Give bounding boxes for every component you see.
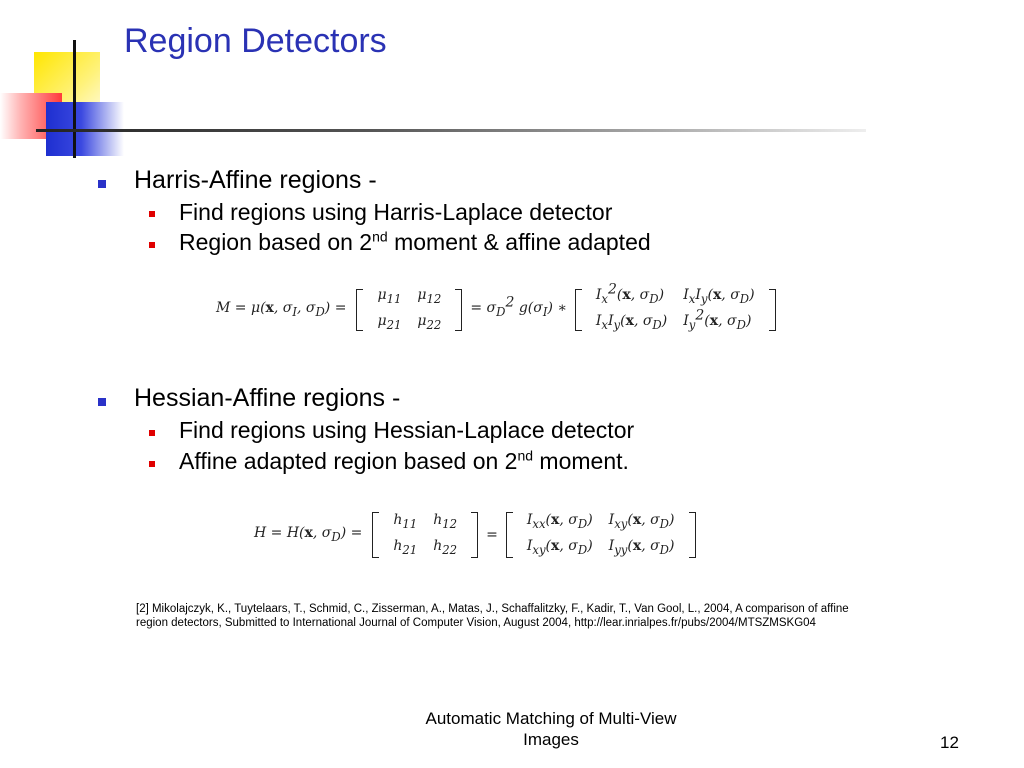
bullet-square-icon — [98, 398, 106, 406]
slide-footer — [386, 708, 716, 750]
harris-affine-heading: Harris-Affine regions - — [134, 166, 377, 194]
sub-bullet-icon — [149, 430, 155, 436]
footer-line-1: Automatic Matching of Multi-View — [425, 709, 677, 728]
hessian-item-2: Affine adapted region based on 2nd moment. — [179, 447, 629, 474]
sub-bullet-icon — [149, 211, 155, 217]
sub-bullet-icon — [149, 461, 155, 467]
sub-bullet-icon — [149, 242, 155, 248]
page-number: 12 — [940, 733, 959, 752]
reference-citation — [136, 602, 966, 630]
slide-title: Region Detectors — [124, 22, 387, 60]
reference-line-1: [2] Mikolajczyk, K., Tuytelaars, T., Schmid, C., Zisserman, A., Matas, J., Schaffalitzky, F., Kadir, T., Van Gool, L., 2004, A comparison of affine — [136, 603, 849, 615]
reference-line-2: region detectors, Submitted to International Journal of Computer Vision, August 2004, http://lear.inrialpes.fr/pubs/2004/MTSZMSKG04 — [136, 617, 816, 629]
footer-line-2: Images — [523, 730, 579, 749]
hessian-equation: H = H(x, $\sigma_D$) = $h_{11}$ $h_{12}$ $h_{21}$ $h_{22}$ = $I_{xx}(x$, $\sigma_D$) $I_{xy}(x$, $\sigma_D$) $I_{xy}(x$, $\sigma_D$) $I_{yy}(x$, $\sigma_D$) — [254, 509, 696, 561]
title-underline — [36, 129, 866, 132]
harris-equation: M = μ(x, $\sigma_I$, $\sigma_D$) = $\mu_{11}$ $\mu_{12}$ $\mu_{21}$ $\mu_{22}$ = $\sigma_D^2$ $g(\sigma_I)$ ∗ $I_x^2(x$, $\sigma_D$) $I_xI_y(x$, $\sigma_D$) $I_xI_y(x$, $\sigma_D$) $I_y^2(x$, $\sigma_D$) — [216, 284, 776, 336]
hessian-item-1: Find regions using Hessian-Laplace detector — [179, 417, 635, 443]
decor-vertical-line — [73, 40, 76, 158]
harris-item-1: Find regions using Harris-Laplace detector — [179, 199, 613, 225]
harris-item-2: Region based on 2nd moment & affine adapted — [179, 228, 651, 255]
hessian-affine-heading: Hessian-Affine regions - — [134, 384, 401, 412]
bullet-square-icon — [98, 180, 106, 188]
